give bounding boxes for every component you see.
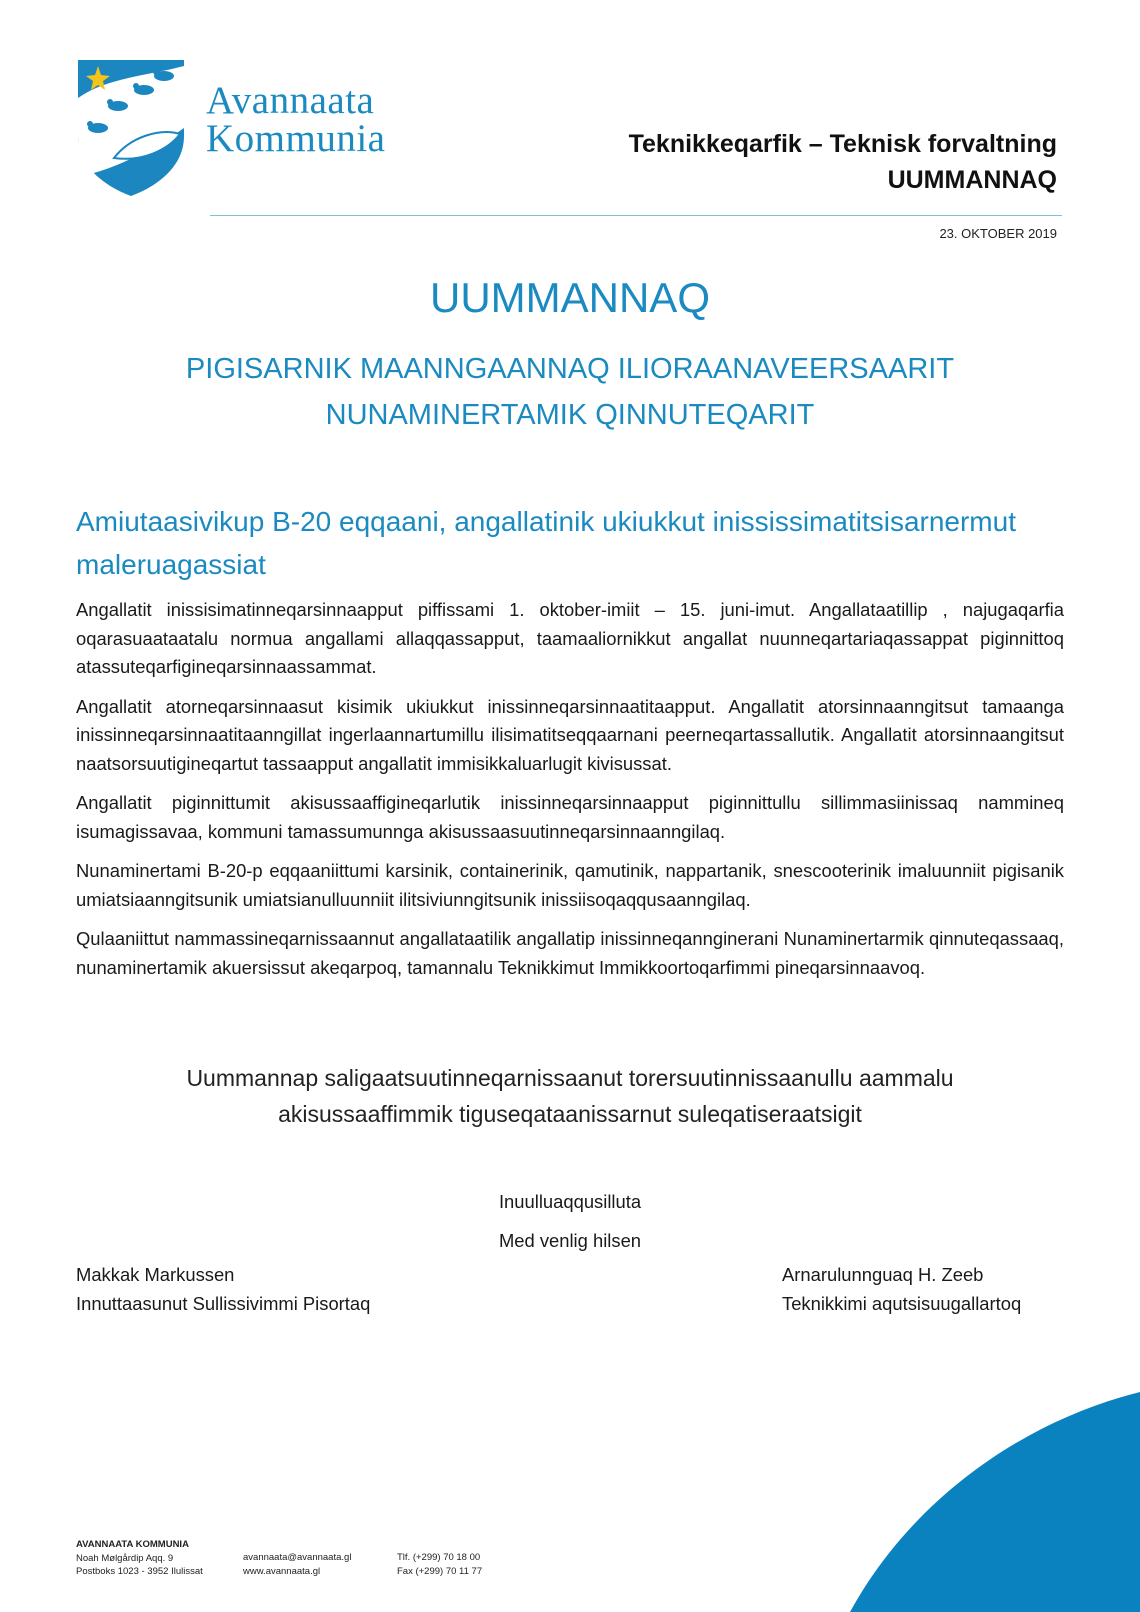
logo-line-1: Avannaata — [206, 79, 375, 122]
signatory-right-title: Teknikkimi aqutsisuugallartoq — [782, 1293, 1022, 1314]
footer-address — [76, 1538, 203, 1579]
slogan — [0, 1060, 1140, 1132]
slogan-line-2: akisussaaffimmik tiguseqataanissarnut suleqatiseraatsigit — [278, 1101, 862, 1127]
subtitle-line-2: NUNAMINERTAMIK QINNUTEQARIT — [325, 399, 815, 431]
decorative-corner-wave — [850, 1392, 1140, 1612]
closing — [0, 1182, 1140, 1260]
paragraph: Qulaaniittut nammassineqarnissaannut angallataatilik angallatip inissinneqannginerani Nunaminertarmik qinnuteqassaaq, nunaminertamik akuersissut akeqarpoq, tamannalu Teknikkimut Immikkoortoqarfimmi pineqarsinnaavoq. — [76, 928, 1064, 978]
document-date: 23. OKTOBER 2019 — [939, 226, 1057, 241]
footer-contact-phone — [397, 1551, 482, 1578]
logo-line-2: Kommunia — [206, 117, 386, 160]
footer-org: AVANNAATA KOMMUNIA — [76, 1539, 189, 1550]
coat-of-arms-logo — [76, 58, 186, 198]
closing-line-2: Med venlig hilsen — [498, 1230, 642, 1251]
slogan-line-1: Uummannap saligaatsuutinneqarnissaanut torersuutinnissaanullu aammalu — [186, 1065, 954, 1091]
footer-contact-online — [243, 1551, 351, 1578]
signatory-left — [76, 1260, 370, 1318]
header-divider — [210, 215, 1062, 216]
paragraph: Nunaminertami B-20-p eqqaaniittumi karsinik, containerinik, qamutinik, nappartanik, snescooterinik imaluunniit pigisanik umiatsiaanngitsunik umiatsianulluunniit ilitsiviunngitsunik inissiisoqaqqusaanngilaq. — [76, 860, 1064, 910]
closing-line-1: Inuulluaqqusilluta — [498, 1191, 642, 1212]
body-text — [76, 596, 1064, 993]
signatory-left-title: Innuttaasunut Sullissivimmi Pisortaq — [76, 1293, 371, 1314]
department-header — [629, 126, 1057, 198]
footer-address-1: Noah Mølgårdip Aqq. 9 — [76, 1552, 174, 1564]
footer-web[interactable]: www.avannaata.gl — [243, 1565, 321, 1577]
footer-email[interactable]: avannaata@avannaata.gl — [243, 1552, 352, 1563]
signatory-left-name: Makkak Markussen — [76, 1264, 235, 1285]
department-town: UUMMANNAQ — [887, 166, 1057, 194]
page-subtitle — [0, 346, 1140, 438]
paragraph: Angallatit atorneqarsinnaasut kisimik ukiukkut inissinneqarsinnaatitaapput. Angallatit atorsinnaanngitsut tamaanga inissinneqarsinnaatitaanngillat ingerlaannartumillu ilisimatitseqqaarnani peerneqartassallutik. Angallatit atorsinnaangitsut naatsorsuutigineqartut tassaapput angallatit immisikkaluarlugit kivisussat. — [76, 695, 1064, 774]
page-title: UUMMANNAQ — [430, 274, 710, 321]
section-heading: Amiutaasivikup B-20 eqqaani, angallatinik ukiukkut inississimatitsisarnermut maleruagassiat — [76, 506, 1016, 580]
footer-address-2: Postboks 1023 - 3952 Ilulissat — [76, 1566, 203, 1577]
footer-phone: Tlf. (+299) 70 18 00 — [397, 1552, 481, 1563]
department-name: Teknikkeqarfik – Teknisk forvaltning — [628, 130, 1057, 158]
signatory-right-name: Arnarulunnguaq H. Zeeb — [782, 1264, 984, 1285]
subtitle-line-1: PIGISARNIK MAANNGAANNAQ ILIORAANAVEERSAARIT — [185, 353, 955, 385]
logo-wordmark — [206, 79, 386, 160]
paragraph: Angallatit inissisimatinneqarsinnaapput piffissami 1. oktober-imiit – 15. juni-imut. Angallataatillip , najugaqarfia oqarasuaataatalu normua angallami allaqqassapput, taamaaliornikkut angallat nuunneqartariaqassappat piginnittoq atassuteqarfigineqarsinnaassammat. — [76, 599, 1064, 677]
footer-fax: Fax (+299) 70 11 77 — [397, 1565, 483, 1577]
paragraph: Angallatit piginnittumit akisussaaffigineqarlutik inissinneqarsinnaapput piginnittullu sillimmasiinissaq nammineq isumagissavaa, kommuni tamassumunnga akisussaasuutinneqarsinnaanngilaq. — [76, 792, 1064, 842]
signatory-right — [782, 1260, 1021, 1318]
